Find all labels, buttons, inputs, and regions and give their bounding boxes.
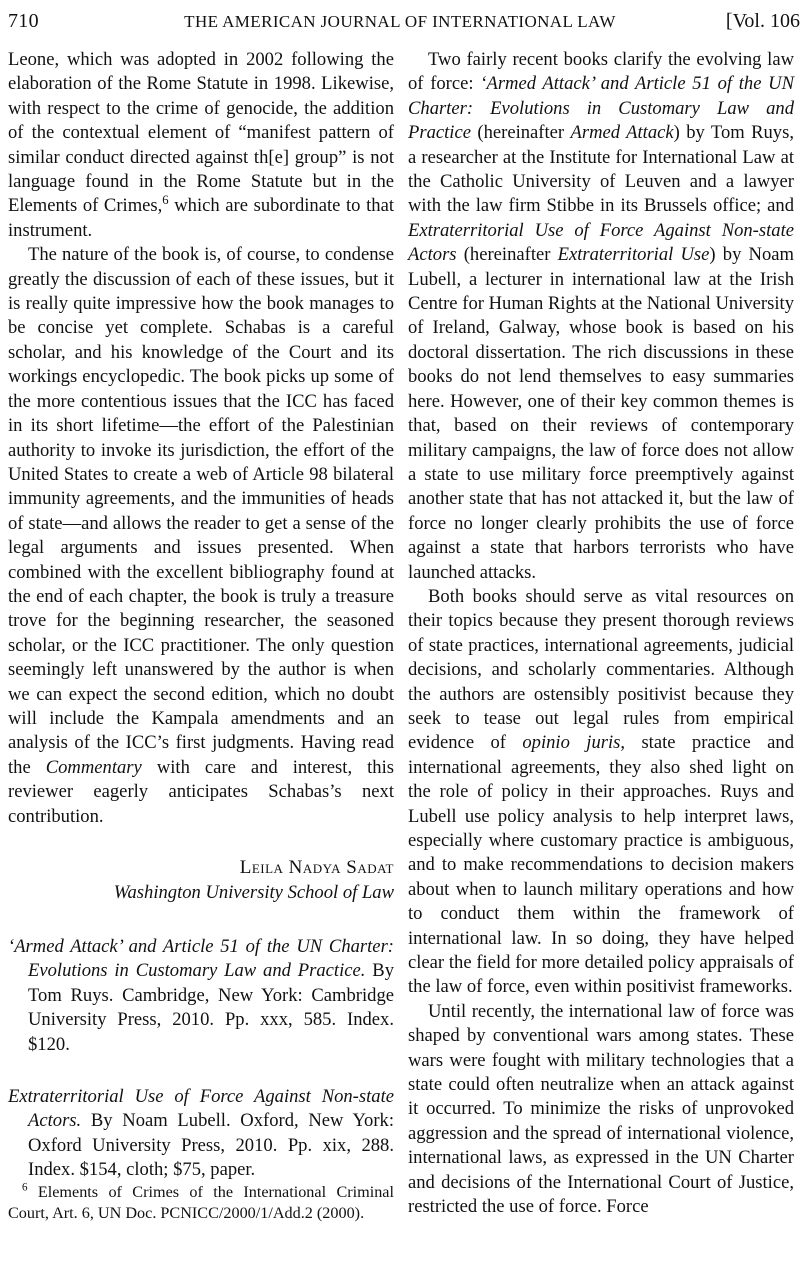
opinio-juris-italic: opinio juris xyxy=(522,732,621,754)
body-columns xyxy=(0,48,800,1263)
book-citation-one-title: ‘Armed Attack’ and Article 51 of the UN Charter: Evolutions in Customary Law and Practice. xyxy=(8,936,394,982)
footnote-text: Elements of Crimes of the International Criminal Court, Art. 6, UN Doc. PCNICC/2000/1/Add.2 (2000). xyxy=(8,1183,394,1222)
footnote-block xyxy=(8,1182,394,1224)
reviewer-affiliation: Washington University School of Law xyxy=(113,882,394,903)
para-one-part4: (hereinafter xyxy=(456,244,558,266)
armed-attack-full-title-italic: ‘Armed Attack’ and Article 51 of the UN Charter: Evolutions in Customary Law and Practice xyxy=(408,73,795,144)
para-one-part2: (hereinafter xyxy=(470,122,571,144)
paragraph-two-recent-books xyxy=(408,48,794,585)
review-signature xyxy=(8,855,394,905)
left-column xyxy=(8,48,394,1183)
volume-label: [Vol. 106 xyxy=(725,10,800,32)
footnote-reference-marker: 6 xyxy=(162,193,169,208)
para-two-part1: Both books should serve as vital resources on their topics because they present thorough reviews of state practices, international agreements, judicial decisions, and scholarly commentaries. Although the authors are ostensibly positivist because they seek to tease out legal rules from empirical evidence of xyxy=(408,585,794,754)
book-citation-one-details: By Tom Ruys. Cambridge, New York: Cambridge University Press, 2010. Pp. xxx, 585. Index. $120. xyxy=(28,960,394,1055)
book-citation-one xyxy=(8,935,394,1057)
footnote-six xyxy=(8,1182,394,1224)
book-citation-two-title: Extraterritorial Use of Force Against Non-state Actors. xyxy=(8,1086,394,1132)
right-column xyxy=(408,48,794,1220)
journal-title: THE AMERICAN JOURNAL OF INTERNATIONAL LAW xyxy=(184,12,616,31)
reviewer-name: Leila Nadya Sadat xyxy=(239,857,394,878)
page-folio-number: 710 xyxy=(8,10,39,32)
paragraph-until-recently: Until recently, the international law of force was shaped by conventional wars among states. These wars were fought with military technologies that a state could often neutralize when an attack against it occurred. To minimize the risks of unprovoked aggression and the spread of international violence, international laws, as expressed in the UN Charter and decisions of the International Court of Justice, restricted the use of force. Force xyxy=(408,1000,794,1218)
commentary-title-italic: Commentary xyxy=(45,756,142,778)
paragraph-nature-of-book xyxy=(8,243,394,829)
paragraph-nature-part1: The nature of the book is, of course, to condense greatly the discussion of each of these issues, but it is really quite impressive how the book manages to be concise yet complete. Schabas is a careful scholar, and his knowledge of the Court and its workings encyclopedic. The book picks up some of the more contentious issues that the ICC has faced in its short lifetime—the effort of the Palestinian authority to invoke its jurisdiction, the effort of the United States to create a web of Article 98 bilateral immunity agreements, and the immunities of heads of state—and allows the reader to get a sense of the legal arguments and issues presented. When combined with the excellent bibliography found at the end of each chapter, the book is truly a treasure trove for the beginning researcher, the seasoned scholar, or the ICC practitioner. The only question seemingly left unanswered by the author is when we can expect the second edition, which no doubt will include the Kampala amendments and an analysis of the ICC’s first judgments. Having read the xyxy=(8,244,394,778)
para-one-part5: ) by Noam Lubell, a lecturer in international law at the Irish Centre for Human Rights at the National University of Ireland, Galway, whose book is based on his doctoral dissertation. The rich discussions in these books do not lend themselves to easy summaries here. However, one of their key common themes is that, based on their reviews of contemporary military campaigns, the law of force does not allow a state to use military force preemptively against another state that has not attacked it, but the law of force no longer clearly prohibits the use of force against a state that harbors terrorists who have launched attacks. xyxy=(408,244,794,583)
extraterritorial-full-title-italic: Extraterritorial Use of Force Against Non-state Actors xyxy=(408,219,794,266)
para-two-part2: , state practice and international agreements, they also shed light on the role of policy in their approaches. Ruys and Lubell use policy analysis to help interpret laws, especially where customary practice is ambiguous, and to make recommendations to decision makers about when to launch military operations and how to conduct them within the framework of international law. In so doing, they have helped clear the field for more detailed policy appraisals of the law of force, even within positivist frameworks. xyxy=(408,732,794,998)
para-one-part3: ) by Tom Ruys, a researcher at the Institute for International Law at the Catholic University of Leuven and a lawyer with the law firm Stibbe in its Brussels office; and xyxy=(408,122,794,217)
armed-attack-short-title-italic: Armed Attack xyxy=(570,122,674,144)
book-citation-two xyxy=(8,1085,394,1183)
book-citation-two-details: By Noam Lubell. Oxford, New York: Oxford University Press, 2010. Pp. xix, 288. Index. $154, cloth; $75, paper. xyxy=(28,1110,394,1181)
paragraph-both-books xyxy=(408,585,794,1000)
extraterritorial-short-title-italic: Extraterritorial Use xyxy=(557,244,710,266)
paragraph-nature-part2: with care and interest, this reviewer eagerly anticipates Schabas’s next contribution. xyxy=(8,756,394,827)
paragraph-continued-text: Leone, which was adopted in 2002 following the elaboration of the Rome Statute in 1998. Likewise, with respect to the crime of genocide, the addition of the contextual element of “manifest pattern of similar conduct directed against th[e] group” is not language found in the Rome Statute but in the Elements of Crimes, xyxy=(8,49,394,217)
paragraph-continued-tail: which are subordinate to that instrument. xyxy=(8,195,394,241)
running-head xyxy=(0,10,800,36)
paragraph-continued xyxy=(8,48,394,243)
para-one-part1: Two fairly recent books clarify the evolving law of force: xyxy=(408,49,794,95)
footnote-number: 6 xyxy=(22,1181,28,1194)
